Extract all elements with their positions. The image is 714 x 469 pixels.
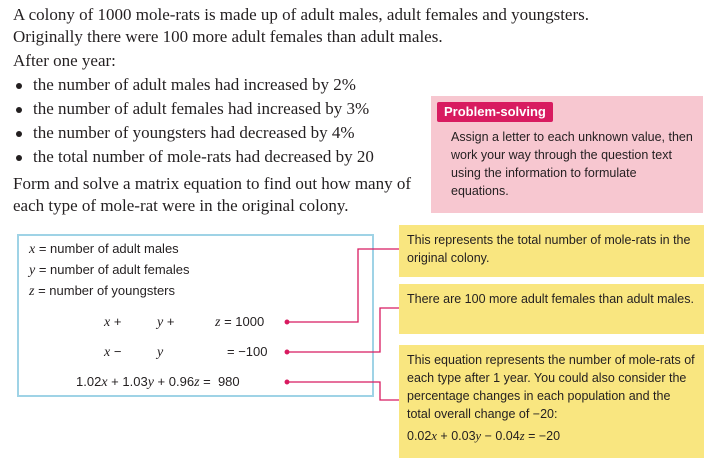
question-intro: A colony of 1000 mole-rats is made up of adult males, adult females and youngsters. Originally there were 100 more adult females than adult males. [13,5,589,46]
note-after-year [399,345,704,458]
note-text: There are 100 more adult females than adult males. [407,292,694,306]
problem-solving-text: Assign a letter to each unknown value, then work your way through the question text using the information to formulate equations. [451,130,693,198]
question-after-year: After one year: [13,51,116,70]
definition-text: = number of adult females [38,262,190,277]
note-equation: 0.02x + 0.03y − 0.04z = −20 [407,429,561,443]
equation-1-a: x + [104,314,122,330]
equation-2-b: y [157,345,164,360]
equation-1-c: z = 1000 [215,314,265,330]
connector-line-3 [287,382,399,400]
variable: x [29,242,36,257]
definition-text: = number of youngsters [38,283,176,298]
connector-line-2 [287,308,399,352]
equation-3: 1.02x + 1.03y + 0.96z = 980 [76,374,240,390]
variable: y [29,263,36,278]
problem-solving-title: Problem-solving [437,102,553,122]
note-total [399,225,704,277]
bullet-item: the total number of mole-rats had decreased by 20 [13,145,374,169]
definition-text: = number of adult males [38,241,179,256]
bullet-item: the number of youngsters had decreased by 4% [13,121,374,145]
note-text: This equation represents the number of mole-rats of each type after 1 year. You could also consider the percentage changes in each population and the total overall change of −20: [407,353,695,421]
question-instruction: Form and solve a matrix equation to find out how many of each type of mole-rat were in the original colony. [13,174,412,215]
note-text: This represents the total number of mole-rats in the original colony. [407,233,691,265]
equation-2-rhs: = −100 [227,344,268,359]
bullet-item: the number of adult males had increased by 2% [13,73,374,97]
bullet-item: the number of adult females had increased by 3% [13,97,374,121]
connector-line-1 [287,249,399,322]
variable: z [29,284,35,299]
note-difference [399,284,704,334]
equation-2-a: x − [104,344,122,360]
equation-1-b: y + [157,314,175,330]
